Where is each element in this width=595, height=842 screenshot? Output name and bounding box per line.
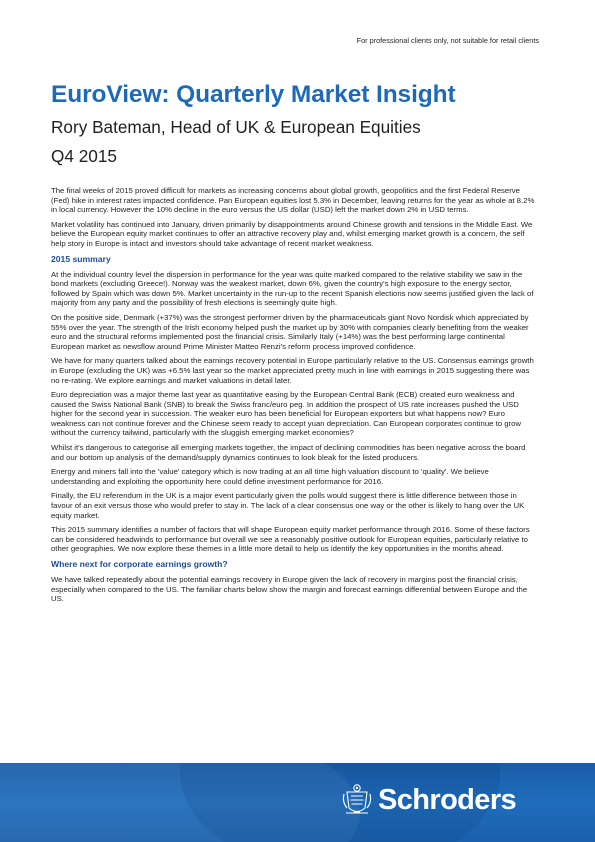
earnings-paragraph: We have talked repeatedly about the potential earnings recovery in Europe given the lack of recovery in margins post the financial crisis, especially when compared to the US. The familiar charts below show the margin and forecast earnings differential between Europe and the US. (51, 575, 528, 604)
summary-paragraph: At the individual country level the dispersion in performance for the year was quite marked compared to the relative stability we saw in the bond markets (excluding Greece!). Norway was the weakest market, down 6%, given the country's high exposure to the energy sector, followed by Spain which was down 5%. Market uncertainty in the run-up to the recent Spanish elections now seems justified given the lack of majority from any party and the possibility of fresh elections is seemingly quite high. (51, 269, 534, 308)
schroders-wordmark: Schroders (378, 784, 517, 816)
author-line: Rory Bateman, Head of UK & European Equities (51, 117, 421, 137)
intro-paragraph: The final weeks of 2015 proved difficult for markets as increasing concerns about global growth, geopolitics and the first Federal Reserve (Fed) hike in interest rates impacted confidence. Pan European equities lost 5.3% in December, leaving returns for the year as whole at 8.2% in local currency. However the 10% decline in the euro versus the US dollar (USD) left the market down 2% in USD terms. (51, 186, 535, 215)
summary-paragraph: This 2015 summary identifies a number of factors that will shape European equity market performance through 2016. Some of these factors can be considered headwinds to performance but overall we see a reasonably positive outlook for European equities, particularly relative to other geographies. We now explore these themes in a little more detail to help us identify the key opportunities in the months ahead. (51, 525, 530, 554)
summary-paragraph: On the positive side, Denmark (+37%) was the strongest performer driven by the pharmaceuticals giant Novo Nordisk which appreciated by 55% over the year. The strength of the Irish economy helped push the market up by 30% with companies clearly benefiting from the weaker euro and the structural reforms implemented post the financial crisis. Similarly Italy (+14%) was the best performing large continental European market as newsflow around Prime Minister Matteo Renzi's reform process improved confidence. (51, 312, 529, 351)
section-heading-2015-summary: 2015 summary (51, 253, 111, 264)
intro-paragraph: Market volatility has continued into January, driven primarily by disappointments around Chinese growth and tensions in the Middle East. We believe the European equity market continues to offer an attractive recovery play and, whilst emerging market growth is a concern, the self help story in Europe is intact and investors should take advantage of recent market weakness. (51, 219, 533, 248)
summary-paragraph: We have for many quarters talked about the earnings recovery potential in Europe particularly relative to the US. Consensus earnings growth in Europe (excluding the UK) was +6.5% last year so the market appreciated pretty much in line with earnings in 2015 suggesting there was no re-rating. We explore earnings and market valuations in detail later. (51, 356, 534, 385)
professional-clients-disclaimer: For professional clients only, not suitable for retail clients (356, 36, 539, 45)
summary-paragraph: Energy and miners fall into the 'value' category which is now trading at an all time high valuation discount to 'quality'. We believe understanding and exploiting the opportunity here could define investment performance for 2016. (51, 467, 489, 486)
section-heading-earnings-growth: Where next for corporate earnings growth? (51, 559, 228, 569)
summary-paragraph: Euro depreciation was a major theme last year as quantitative easing by the European Central Bank (ECB) created euro weakness and caused the Swiss National Bank (SNB) to break the Swiss franc/euro peg. In addition the prospect of US rate increases pushed the USD higher for the second year in succession. The weaker euro has been beneficial for European exporters but what happens now? Euro weakness can not continue forever and the Chinese seem ready to accept yuan depreciation. Can European corporates continue to grow without the currency tailwind, particularly with the sluggish emerging market economies? (51, 390, 522, 438)
document-title: EuroView: Quarterly Market Insight (51, 81, 456, 108)
summary-paragraph: Whilst it's dangerous to categorise all emerging markets together, the impact of declining commodities has been negative across the board and our bottom up analysis of the demand/supply dynamics continues to look bleak for the listed producers. (51, 443, 526, 462)
schroders-crest-icon (341, 782, 373, 818)
summary-paragraph: Finally, the EU referendum in the UK is a major event particularly given the polls would suggest there is little difference between those in favour of an exit versus those who would prefer to stay in. The lack of a clear consensus one way or the other is likely to hang over the UK equity market. (51, 491, 525, 520)
article-body (51, 186, 539, 609)
report-period: Q4 2015 (51, 146, 117, 166)
